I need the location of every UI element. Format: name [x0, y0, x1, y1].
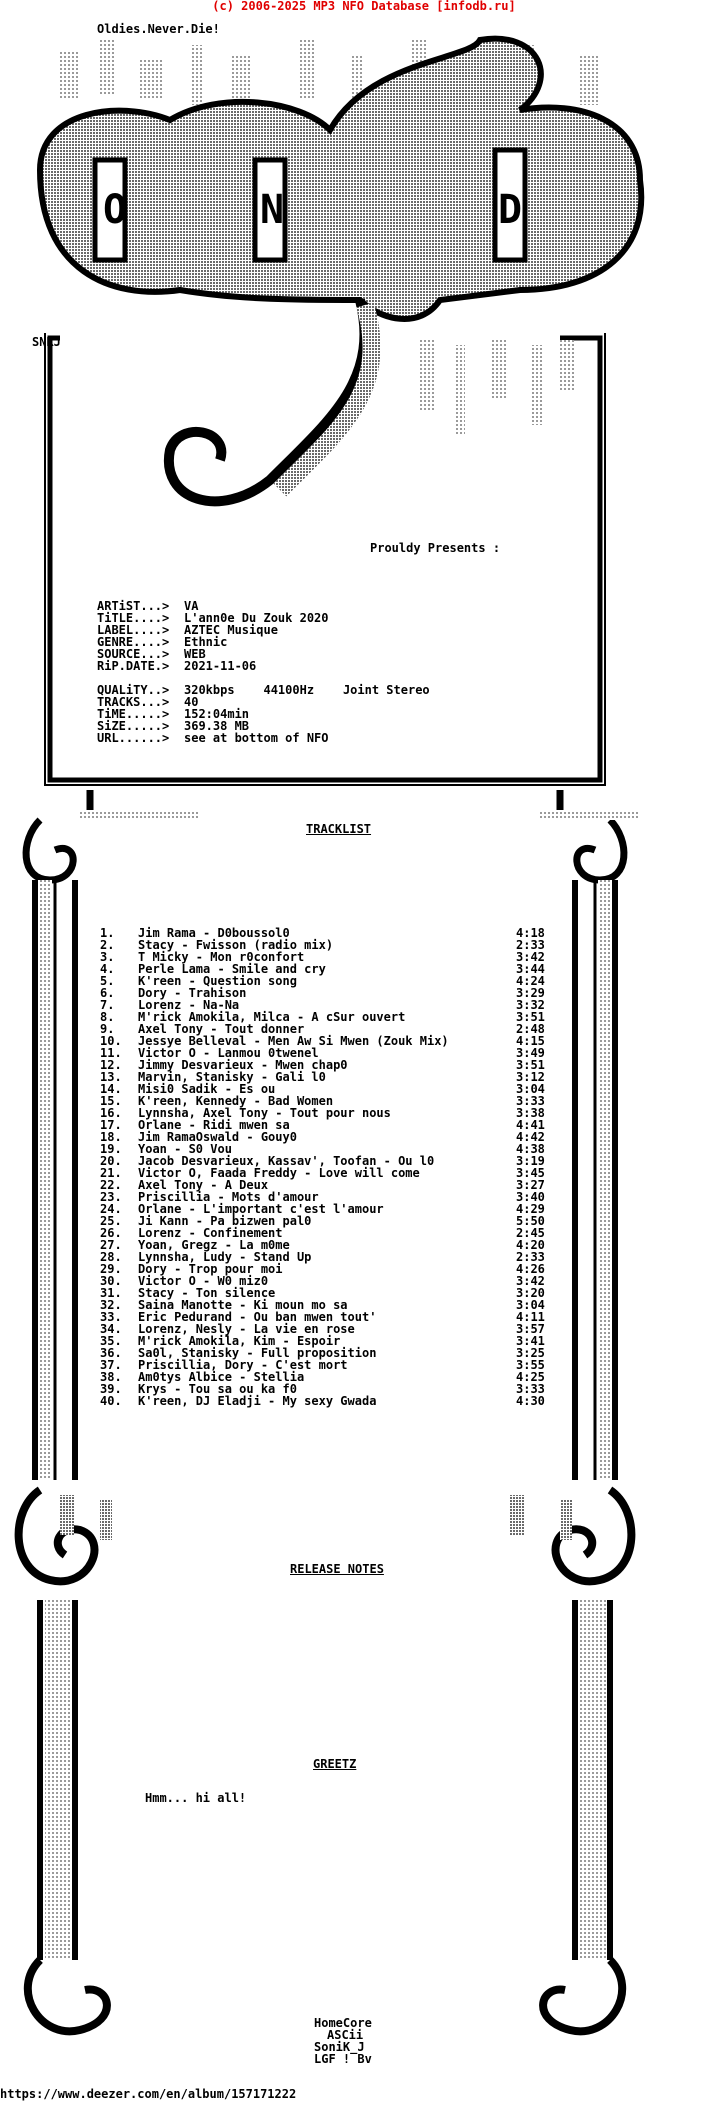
track-number: 32.	[100, 1298, 122, 1312]
track-title: Jacob Desvarieux, Kassav', Toofan - Ou l0	[138, 1154, 435, 1168]
info-value-quality: 320kbps 44100Hz Joint Stereo	[184, 683, 430, 697]
track-title: Axel Tony - Tout donner	[138, 1022, 305, 1036]
source-url-link[interactable]: https://www.deezer.com/en/album/157171222	[0, 2087, 297, 2101]
track-number: 23.	[100, 1190, 122, 1204]
track-title: Jimmy Desvarieux - Mwen chap0	[138, 1058, 348, 1072]
track-title: Orlane - L'important c'est l'amour	[138, 1202, 384, 1216]
credit-line: LGF ! Bv	[314, 2052, 372, 2066]
track-title: Yoan - S0 Vou	[138, 1142, 232, 1156]
track-title: Priscillia, Dory - C'est mort	[138, 1358, 348, 1372]
info-key-title: TiTLE....>	[97, 611, 170, 625]
track-duration: 3:12	[516, 1070, 545, 1084]
track-number: 13.	[100, 1070, 122, 1084]
track-number: 29.	[100, 1262, 122, 1276]
ond-logo	[40, 39, 641, 502]
info-value-genre: Ethnic	[184, 635, 228, 649]
track-duration: 4:20	[516, 1238, 545, 1252]
track-number: 25.	[100, 1214, 122, 1228]
track-number: 26.	[100, 1226, 122, 1240]
scroll-top-fill	[80, 810, 640, 820]
info-key-tracks: TRACKS...>	[97, 695, 170, 709]
track-title: Lynnsha, Axel Tony - Tout pour nous	[138, 1106, 391, 1120]
track-title: K'reen, Kennedy - Bad Women	[138, 1094, 334, 1108]
track-duration: 3:41	[516, 1334, 545, 1348]
track-duration: 3:33	[516, 1382, 545, 1396]
info-value-label: AZTEC Musique	[184, 623, 278, 637]
track-number: 14.	[100, 1082, 122, 1096]
release-info	[97, 600, 577, 680]
track-title: Stacy - Ton silence	[138, 1286, 276, 1300]
track-number: 2.	[100, 938, 115, 952]
info-key-artist: ARTiST...>	[97, 599, 170, 613]
track-title: Jim Rama - D0boussol0	[138, 926, 290, 940]
track-duration: 4:24	[516, 974, 545, 988]
track-number: 19.	[100, 1142, 122, 1156]
presents-text: Prouldy Presents :	[370, 541, 501, 555]
track-title: Sa0l, Stanisky - Full proposition	[138, 1346, 377, 1360]
track-number: 10.	[100, 1034, 122, 1048]
track-number: 8.	[100, 1010, 115, 1024]
info-value-tracks: 40	[184, 695, 199, 709]
logo-letter-d: D	[498, 187, 523, 233]
track-title: Priscillia - Mots d'amour	[138, 1190, 319, 1204]
track-number: 5.	[100, 974, 115, 988]
info-key-quality: QUALiTY..>	[97, 683, 170, 697]
track-duration: 3:29	[516, 986, 545, 1000]
slogan: Oldies.Never.Die!	[97, 22, 220, 36]
track-duration: 3:25	[516, 1346, 545, 1360]
track-number: 6.	[100, 986, 115, 1000]
info-frame-drips	[420, 340, 574, 435]
greetz-text: Hmm... hi all!	[145, 1791, 247, 1805]
track-duration: 3:40	[516, 1190, 545, 1204]
track-title: Axel Tony - A Deux	[138, 1178, 269, 1192]
track-number: 33.	[100, 1310, 122, 1324]
track-title: M'rick Amokila, Kim - Espoir	[138, 1334, 341, 1348]
track-number: 38.	[100, 1370, 122, 1384]
track-duration: 5:50	[516, 1214, 545, 1228]
track-duration: 4:25	[516, 1370, 545, 1384]
track-title: Jessye Belleval - Men Aw Si Mwen (Zouk Mix)	[138, 1034, 449, 1048]
release-notes-heading: RELEASE NOTES	[290, 1562, 384, 1576]
track-title: Victor O, Faada Freddy - Love will come	[138, 1166, 420, 1180]
tracklist-heading: TRACKLIST	[306, 822, 372, 836]
track-title: M'rick Amokila, Milca - A cSur ouvert	[138, 1010, 406, 1024]
track-duration: 4:26	[516, 1262, 545, 1276]
info-value-rip-date: 2021-11-06	[184, 659, 257, 673]
info-key-label: LABEL....>	[97, 623, 170, 637]
release-tech-info	[97, 684, 577, 754]
track-number: 27.	[100, 1238, 122, 1252]
greetz-heading: GREETZ	[313, 1757, 357, 1771]
track-number: 39.	[100, 1382, 122, 1396]
track-duration: 3:38	[516, 1106, 545, 1120]
track-number: 4.	[100, 962, 115, 976]
track-duration: 3:57	[516, 1322, 545, 1336]
track-title: Misi0 Sadik - Es ou	[138, 1082, 276, 1096]
credit-line: SoniK_J	[314, 2040, 365, 2054]
track-title: Jim RamaOswald - Gouy0	[138, 1130, 297, 1144]
track-title: Perle Lama - Smile and cry	[138, 962, 326, 976]
track-title: Lorenz - Na-Na	[138, 998, 240, 1012]
track-duration: 3:44	[516, 962, 545, 976]
track-title: K'reen, DJ Eladji - My sexy Gwada	[138, 1394, 377, 1408]
logo-letter-o: O	[103, 187, 128, 233]
track-number: 17.	[100, 1118, 122, 1132]
track-duration: 4:15	[516, 1034, 545, 1048]
track-duration: 4:30	[516, 1394, 545, 1408]
ascii-signature-left: SNKJ	[32, 335, 61, 349]
track-title: Saina Manotte - Ki moun mo sa	[138, 1298, 348, 1312]
track-number: 7.	[100, 998, 115, 1012]
track-title: Ji Kann - Pa bizwen pal0	[138, 1214, 312, 1228]
track-title: Yoan, Gregz - La m0me	[138, 1238, 290, 1252]
track-title: Krys - Tou sa ou ka f0	[138, 1382, 297, 1396]
track-title: T Micky - Mon r0confort	[138, 950, 305, 964]
track-number: 35.	[100, 1334, 122, 1348]
info-value-size: 369.38 MB	[184, 719, 250, 733]
info-value-time: 152:04min	[184, 707, 250, 721]
info-key-source: SOURCE...>	[97, 647, 170, 661]
track-number: 40.	[100, 1394, 122, 1408]
info-key-size: SiZE.....>	[97, 719, 170, 733]
track-title: Victor O - Lanmou 0twenel	[138, 1046, 319, 1060]
track-number: 9.	[100, 1022, 115, 1036]
tracklist	[100, 927, 570, 1407]
track-title: Victor O - W0 miz0	[138, 1274, 269, 1288]
track-number: 22.	[100, 1178, 122, 1192]
track-number: 37.	[100, 1358, 122, 1372]
track-number: 15.	[100, 1094, 122, 1108]
track-duration: 3:51	[516, 1010, 545, 1024]
info-key-genre: GENRE....>	[97, 635, 170, 649]
track-duration: 3:20	[516, 1286, 545, 1300]
track-duration: 3:04	[516, 1082, 545, 1096]
info-key-url: URL......>	[97, 731, 170, 745]
credits	[314, 2017, 434, 2077]
track-number: 12.	[100, 1058, 122, 1072]
track-duration: 3:51	[516, 1058, 545, 1072]
track-number: 36.	[100, 1346, 122, 1360]
track-number: 20.	[100, 1154, 122, 1168]
track-duration: 3:04	[516, 1298, 545, 1312]
header-banner: (c) 2006-2025 MP3 NFO Database [infodb.ru]	[212, 0, 516, 13]
track-duration: 3:49	[516, 1046, 545, 1060]
track-number: 1.	[100, 926, 115, 940]
info-value-url: see at bottom of NFO	[184, 731, 329, 745]
lower-right-column-fill	[580, 1600, 606, 1960]
track-duration: 4:11	[516, 1310, 545, 1324]
track-duration: 2:45	[516, 1226, 545, 1240]
track-duration: 2:33	[516, 1250, 545, 1264]
track-duration: 4:41	[516, 1118, 545, 1132]
track-title: Lynnsha, Ludy - Stand Up	[138, 1250, 312, 1264]
left-column-fill	[38, 880, 52, 1480]
track-number: 16.	[100, 1106, 122, 1120]
track-title: Orlane - Ridi mwen sa	[138, 1118, 290, 1132]
track-title: Dory - Trahison	[138, 986, 247, 1000]
track-number: 11.	[100, 1046, 122, 1060]
track-number: 34.	[100, 1322, 122, 1336]
track-title: Am0tys Albice - Stellia	[138, 1370, 305, 1384]
scroll-middle-fill	[60, 1495, 572, 1540]
track-title: Stacy - Fwisson (radio mix)	[138, 938, 334, 952]
track-duration: 4:42	[516, 1130, 545, 1144]
track-number: 3.	[100, 950, 115, 964]
track-number: 30.	[100, 1274, 122, 1288]
track-duration: 4:18	[516, 926, 545, 940]
track-duration: 3:33	[516, 1094, 545, 1108]
track-duration: 3:27	[516, 1178, 545, 1192]
info-key-time: TiME.....>	[97, 707, 170, 721]
track-duration: 3:42	[516, 1274, 545, 1288]
track-duration: 3:42	[516, 950, 545, 964]
info-key-rip-date: RiP.DATE.>	[97, 659, 170, 673]
right-column-fill	[598, 880, 612, 1480]
info-value-artist: VA	[184, 599, 199, 613]
track-duration: 3:45	[516, 1166, 545, 1180]
track-duration: 4:29	[516, 1202, 545, 1216]
track-duration: 2:33	[516, 938, 545, 952]
track-duration: 3:55	[516, 1358, 545, 1372]
track-title: Lorenz - Confinement	[138, 1226, 283, 1240]
track-duration: 4:38	[516, 1142, 545, 1156]
credit-line: HomeCore	[314, 2016, 372, 2030]
track-number: 21.	[100, 1166, 122, 1180]
track-number: 24.	[100, 1202, 122, 1216]
logo-letter-n: N	[260, 187, 285, 233]
track-title: Eric Pedurand - Ou ban mwen tout'	[138, 1310, 377, 1324]
lower-left-column-fill	[45, 1600, 71, 1960]
track-title: Lorenz, Nesly - La vie en rose	[138, 1322, 355, 1336]
track-number: 28.	[100, 1250, 122, 1264]
track-duration: 3:32	[516, 998, 545, 1012]
track-title: Dory - Trop pour moi	[138, 1262, 283, 1276]
track-title: Marvin, Stanisky - Gali l0	[138, 1070, 326, 1084]
info-value-title: L'ann0e Du Zouk 2020	[184, 611, 329, 625]
track-number: 18.	[100, 1130, 122, 1144]
track-title: K'reen - Question song	[138, 974, 297, 988]
credit-line: ASCii	[327, 2028, 364, 2042]
track-duration: 3:19	[516, 1154, 545, 1168]
info-value-source: WEB	[184, 647, 206, 661]
track-duration: 2:48	[516, 1022, 545, 1036]
track-number: 31.	[100, 1286, 122, 1300]
